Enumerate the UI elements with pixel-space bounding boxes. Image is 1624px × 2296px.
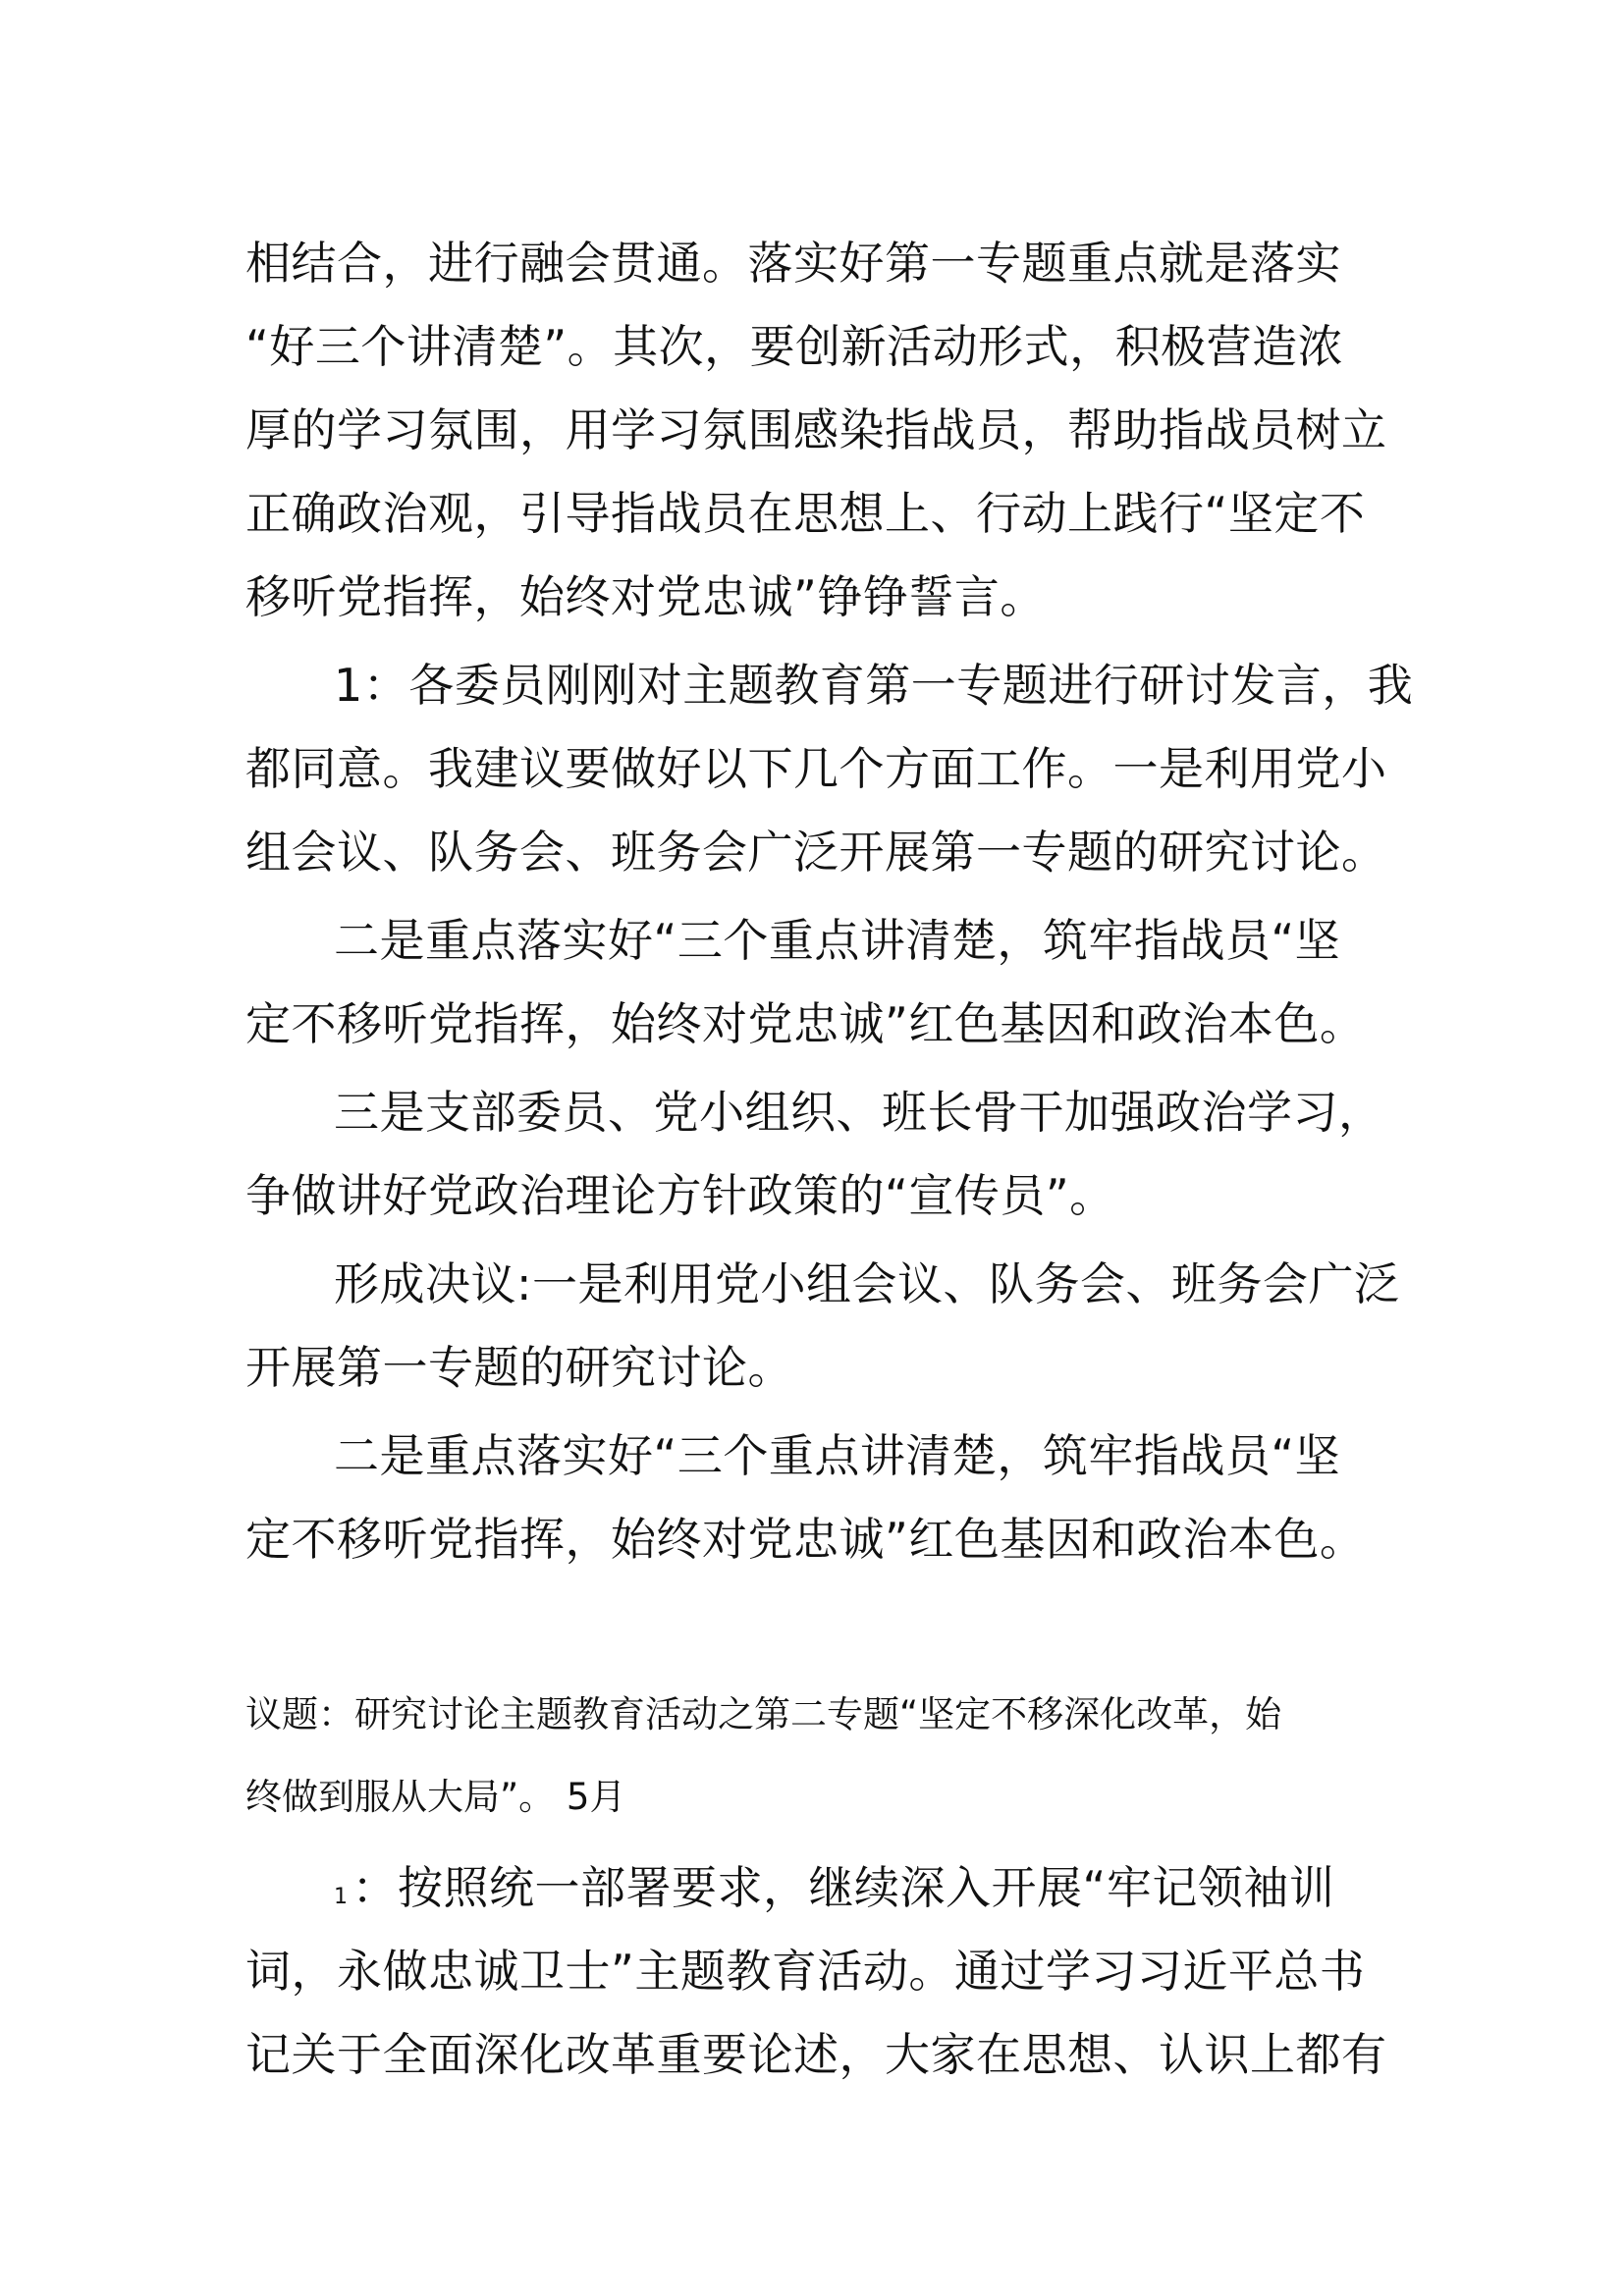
speech-line xyxy=(334,1858,1334,1927)
body-line: 厚的学习氛围，用学习氛围感染指战员，帮助指战员树立 xyxy=(245,403,1387,456)
body-line: 正确政治观，引导指战员在思想上、行动上践行“坚定不 xyxy=(245,487,1366,540)
body-line: 定不移听党指挥，始终对党忠诚”红色基因和政治本色。 xyxy=(245,997,1366,1050)
body-line: 1：各委员刚刚对主题教育第一专题进行研讨发言，我 xyxy=(334,659,1414,712)
body-line: 三是支部委员、党小组织、班长骨干加强政治学习， xyxy=(334,1086,1384,1139)
body-line: “好三个讲清楚”。其次，要创新活动形式，积极营造浓 xyxy=(245,320,1344,373)
speech-line: 词，永做忠诚卫士”主题教育活动。通过学习习近平总书 xyxy=(245,1945,1366,1998)
body-line: 二是重点落实好“三个重点讲清楚，筑牢指战员“坚 xyxy=(334,1429,1341,1482)
body-line: 移听党指挥，始终对党忠诚”铮铮誓言。 xyxy=(245,570,1046,623)
body-line: 形成决议:一是利用党小组会议、队务会、班务会广泛 xyxy=(334,1257,1400,1310)
speaker-number: 1 xyxy=(334,1885,349,1909)
agenda-line: 终做到服从大局”。 5月 xyxy=(245,1776,626,1818)
body-line: 定不移听党指挥，始终对党忠诚”红色基因和政治本色。 xyxy=(245,1513,1366,1566)
body-line: 二是重点落实好“三个重点讲清楚，筑牢指战员“坚 xyxy=(334,914,1341,967)
body-line: 相结合，进行融会贯通。落实好第一专题重点就是落实 xyxy=(245,237,1341,290)
speech-text: ：按照统一部署要求，继续深入开展“牢记领袖训 xyxy=(352,1861,1335,1914)
body-line: 都同意。我建议要做好以下几个方面工作。一是利用党小 xyxy=(245,742,1387,795)
body-line: 争做讲好党政治理论方针政策的“宣传员”。 xyxy=(245,1169,1115,1222)
body-line: 开展第一专题的研究讨论。 xyxy=(245,1341,793,1394)
body-line: 组会议、队务会、班务会广泛开展第一专题的研究讨论。 xyxy=(245,826,1387,879)
speech-line: 记关于全面深化改革重要论述，大家在思想、认识上都有 xyxy=(245,2028,1387,2081)
agenda-line: 议题：研究讨论主题教育活动之第二专题“坚定不移深化改革，始 xyxy=(245,1693,1282,1735)
